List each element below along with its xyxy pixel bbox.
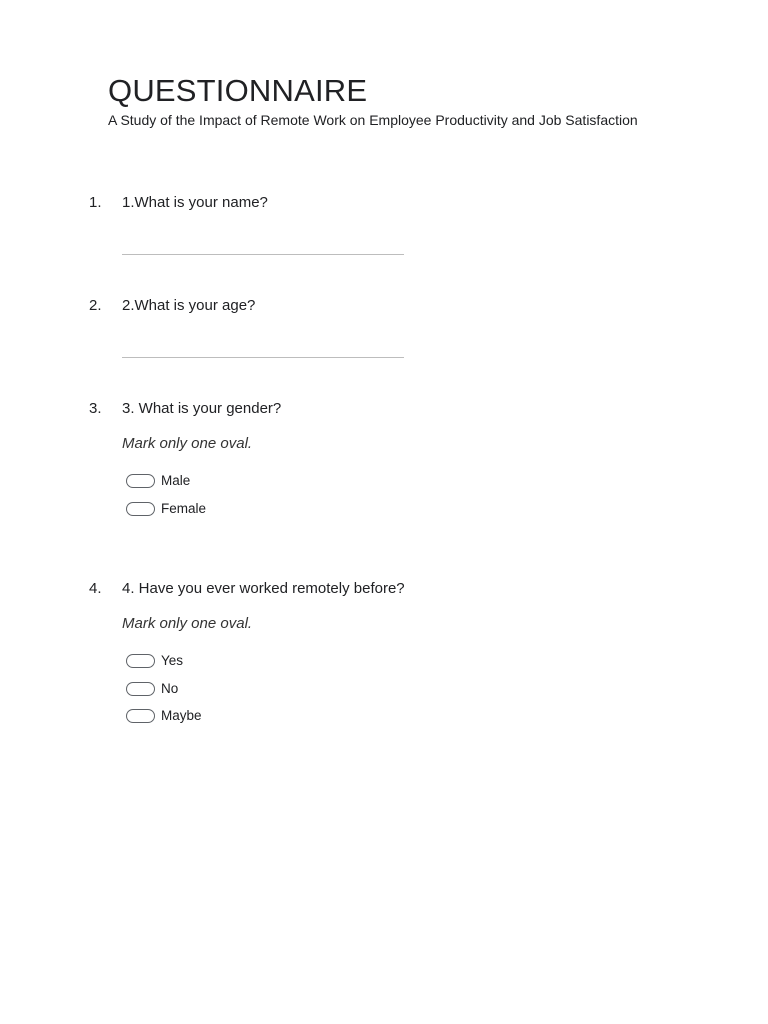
radio-oval-icon[interactable] — [126, 474, 155, 488]
question-text: 4. Have you ever worked remotely before? — [122, 580, 405, 597]
page-subtitle: A Study of the Impact of Remote Work on Employee Productivity and Job Satisfaction — [108, 112, 638, 128]
option-no[interactable] — [126, 679, 178, 699]
question-instruction: Mark only one oval. — [122, 615, 253, 632]
age-answer-field[interactable] — [122, 357, 404, 358]
question-number: 2. — [89, 297, 102, 314]
question-text: 3. What is your gender? — [122, 400, 282, 417]
radio-oval-icon[interactable] — [126, 709, 155, 723]
option-label: No — [161, 681, 179, 696]
question-text: 1.What is your name? — [122, 194, 268, 211]
radio-oval-icon[interactable] — [126, 502, 155, 516]
question-text: 2.What is your age? — [122, 297, 256, 314]
option-yes[interactable] — [126, 651, 183, 671]
option-label: Maybe — [161, 708, 202, 723]
option-maybe[interactable] — [126, 706, 202, 726]
option-label: Male — [161, 473, 191, 488]
option-female[interactable] — [126, 499, 206, 519]
name-answer-field[interactable] — [122, 254, 404, 255]
option-male[interactable] — [126, 471, 190, 491]
question-number: 1. — [89, 194, 102, 211]
radio-oval-icon[interactable] — [126, 682, 155, 696]
question-number: 3. — [89, 400, 102, 417]
radio-oval-icon[interactable] — [126, 654, 155, 668]
question-number: 4. — [89, 580, 102, 597]
option-label: Yes — [161, 653, 184, 668]
question-instruction: Mark only one oval. — [122, 435, 253, 452]
option-label: Female — [161, 501, 207, 516]
page-title: QUESTIONNAIRE — [108, 73, 368, 108]
